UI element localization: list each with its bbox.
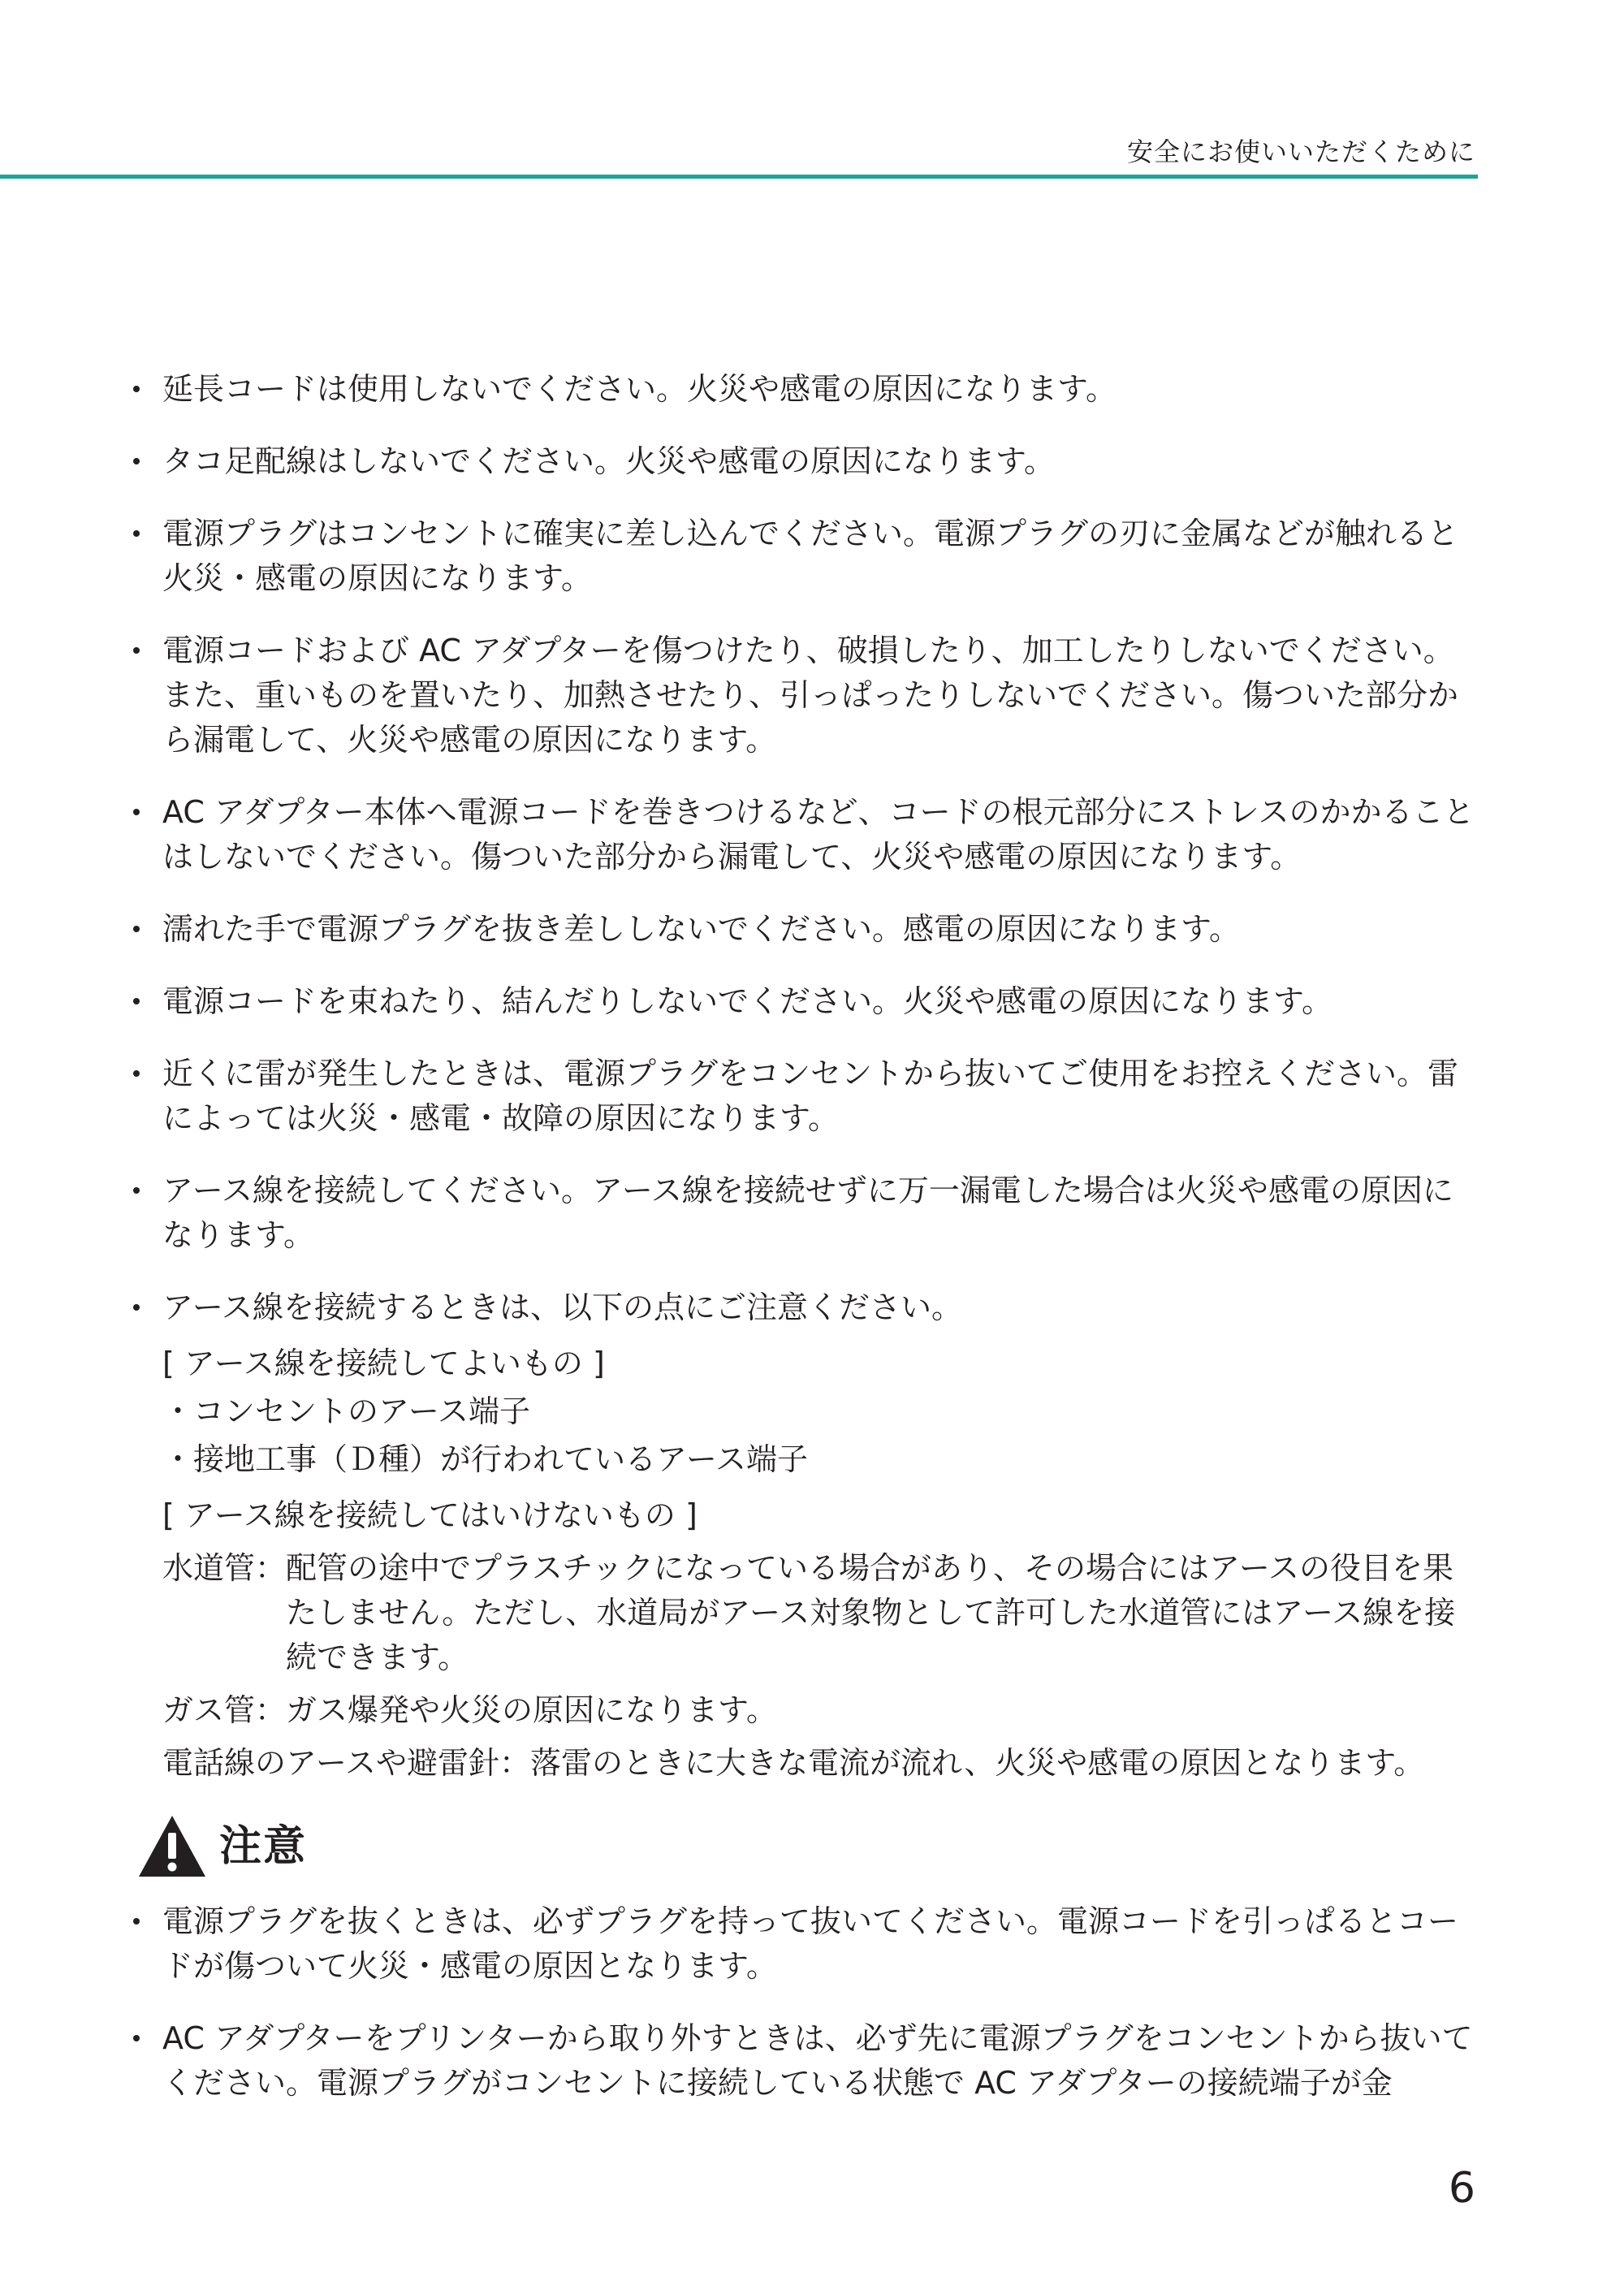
ng-item (162, 1546, 1478, 1680)
list-item: AC アダプター本体へ電源コードを巻きつけるなど、コードの根元部分にストレスのかかることはしないでください。傷ついた部分から漏電して、火災や感電の原因になります。 (130, 790, 1478, 879)
caution-list (130, 1899, 1478, 2106)
ok-heading: [ アース線を接続してよいもの ] (162, 1346, 605, 1381)
list-item: 電源プラグはコンセントに確実に差し込んでください。電源プラグの刃に金属などが触れると火災・感電の原因になります。 (130, 512, 1478, 601)
ng-desc: 配管の途中でプラスチックになっている場合があり、その場合にはアースの役目を果たしません。ただし、水道局がアース対象物として許可した水道管にはアース線を接続できます。 (286, 1550, 1456, 1675)
ng-item (162, 1741, 1478, 1786)
ng-desc: ガス爆発や火災の原因になります。 (286, 1692, 777, 1728)
bullet-dot (133, 1070, 140, 1077)
list-item: 電源プラグを抜くときは、必ずプラグを持って抜いてください。電源コードを引っぱるとコードが傷ついて火災・感電の原因となります。 (130, 1899, 1478, 1989)
ng-item (162, 1688, 1478, 1733)
list-item: AC アダプターをプリンターから取り外すときは、必ず先に電源プラグをコンセントから抜いてください。電源プラグがコンセントに接続している状態で AC アダプターの接続端子が金 (130, 2016, 1478, 2106)
bullet-dot (133, 1304, 140, 1311)
bullet-dot (133, 458, 140, 464)
ng-term: ガス管： (162, 1692, 287, 1728)
ng-heading: [ アース線を接続してはいけないもの ] (162, 1497, 698, 1533)
warning-list (130, 367, 1478, 1786)
bullet-dot (133, 926, 140, 932)
ground-details (162, 1341, 1478, 1786)
list-item: 近くに雷が発生したときは、電源プラグをコンセントから抜いてご使用をお控えください。雷によっては火災・感電・故障の原因になります。 (130, 1052, 1478, 1141)
caution-label: 注意 (219, 1821, 308, 1871)
ng-term: 水道管： (162, 1550, 287, 1586)
bullet-dot (133, 386, 140, 392)
ng-desc: 落雷のときに大きな電流が流れ、火災や感電の原因となります。 (529, 1745, 1425, 1781)
running-header: 安全にお使いいただくために (1126, 136, 1475, 167)
ground-wire-item (130, 1285, 1478, 1786)
list-item: 延長コードは使用しないでください。火災や感電の原因になります。 (130, 367, 1478, 412)
ground-intro: アース線を接続するときは、以下の点にご注意ください。 (162, 1290, 962, 1325)
bullet-dot (133, 647, 140, 654)
ok-item: ・接地工事（Ｄ種）が行われているアース端子 (162, 1441, 808, 1477)
list-item: 電源コードを束ねたり、結んだりしないでください。火災や感電の原因になります。 (130, 979, 1478, 1024)
bullet-dot (133, 530, 140, 537)
ng-term: 電話線のアースや避雷針： (162, 1745, 530, 1781)
list-item: 電源コードおよび AC アダプターを傷つけたり、破損したり、加工したりしないでください。また、重いものを置いたり、加熱させたり、引っぱったりしないでください。傷ついた部分から漏電して、火災や感電の原因になります。 (130, 629, 1478, 763)
header-divider (0, 175, 1478, 179)
list-item: 濡れた手で電源プラグを抜き差ししないでください。感電の原因になります。 (130, 907, 1478, 952)
bullet-dot (133, 998, 140, 1004)
bullet-dot (133, 809, 140, 815)
main-content (130, 367, 1478, 2133)
bullet-dot (133, 1918, 140, 1925)
page-number: 6 (1448, 2164, 1475, 2213)
list-item: アース線を接続してください。アース線を接続せずに万一漏電した場合は火災や感電の原因になります。 (130, 1169, 1478, 1258)
warning-triangle-icon (136, 1813, 208, 1880)
bullet-dot (133, 1187, 140, 1194)
caution-heading (136, 1813, 1478, 1880)
bullet-dot (133, 2035, 140, 2041)
ok-item: ・コンセントのアース端子 (162, 1393, 530, 1429)
list-item: タコ足配線はしないでください。火災や感電の原因になります。 (130, 439, 1478, 484)
